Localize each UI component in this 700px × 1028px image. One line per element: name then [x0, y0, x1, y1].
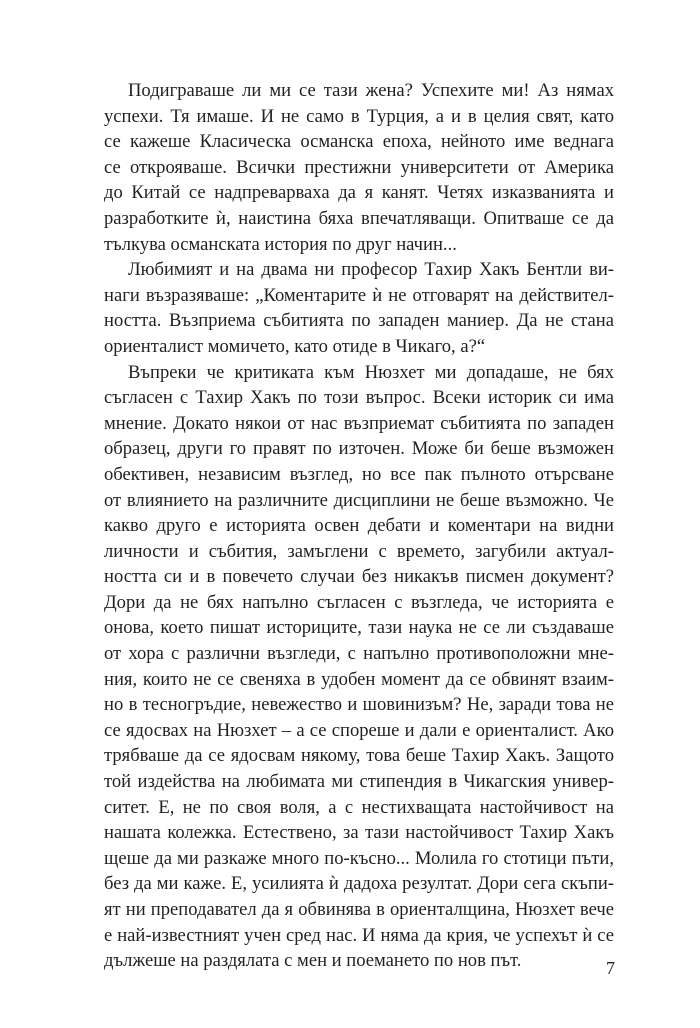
text-line: Подиграваше ли ми се тази жена? Успехите ми! Аз нямах [128, 80, 614, 101]
text-line: до Китай се надпреварваха да я канят. Четях изказванията и [104, 182, 614, 204]
text-line: ността си и в повечето случаи без никакъв писмен документ? [104, 566, 614, 588]
text-line: съгласен с Тахир Хакъ по този въпрос. Всеки историк си има [104, 387, 614, 409]
text-line: успехи. Тя имаше. И не само в Турция, а и в целия свят, като [104, 105, 614, 127]
text-line: се кажеше Класическа османска епоха, нейното име веднага [104, 131, 614, 153]
text-line: какво друго е историята освен дебати и коментари на видни [104, 515, 614, 537]
text-line: щеше да ми разкаже много по-късно... Молила го стотици пъти, [104, 847, 614, 869]
text-line: онова, което пишат историците, тази наука не се ли създаваше [104, 617, 614, 639]
text-line: се открояваше. Всички престижни университети от Америка [104, 156, 614, 178]
text-line: е най-известният учен сред нас. И няма да крия, че успехът ѝ се [104, 924, 614, 946]
text-line: ят ни преподавател да я обвинява в ориенталщина, Нюзхет вече [104, 899, 614, 920]
page-number: 7 [606, 958, 615, 978]
text-line: нашата колежка. Естествено, за тази настойчивост Тахир Хакъ [104, 822, 614, 844]
text-line: образец, други го правят по източен. Може би беше възможен [104, 438, 614, 460]
text-line: той издейства на любимата ми стипендия в Чикагския универ- [104, 771, 614, 793]
text-line: ситет. Е, не по своя воля, а с нестихващата настойчивост на [104, 796, 614, 818]
text-line: тълкува османската история по друг начин... [104, 233, 457, 255]
text-line: обективен, независим възглед, но все пак пълното отърсване [104, 463, 614, 485]
text-line: разработките ѝ, наистина бяха впечатляващи. Опитваше се да [104, 207, 614, 229]
text-line: Дори да не бях напълно съгласен с възгледа, че историята е [104, 591, 614, 613]
text-line: ориенталист момичето, като отиде в Чикаго, а?“ [104, 335, 486, 357]
text-line: дължеше на раздялата с мен и поемането по нов път. [104, 950, 522, 972]
text-line: наги възразяваше: „Коментарите ѝ не отговарят на действител- [104, 284, 614, 306]
text-line: се ядосвах на Нюзхет – а се спореше и дали е ориенталист. Ако [104, 719, 614, 741]
text-line: без да ми каже. Е, усилията ѝ дадоха резултат. Дори сега скъпи- [104, 873, 614, 895]
text-line: трябваше да се ядосвам някому, това беше Тахир Хакъ. Защото [104, 745, 614, 767]
text-line: ния, които не се свеняха в удобен момент да се обвинят взаим- [104, 668, 614, 690]
text-line: но в тесногръдие, невежество и шовинизъм? Не, заради това не [104, 694, 614, 716]
text-line: ността. Възприема събитията по западен маниер. Да не стана [104, 310, 614, 332]
text-line: Любимият и на двама ни професор Тахир Хакъ Бентли ви- [128, 259, 614, 281]
text-line: мнение. Докато някои от нас възприемат събитията по западен [104, 412, 614, 434]
text-line: Въпреки че критиката към Нюзхет ми допадаше, не бях [128, 361, 614, 383]
body-text [104, 78, 614, 974]
text-line: от хора с различни възгледи, с напълно противоположни мне- [104, 643, 614, 665]
text-line: от влиянието на различните дисциплини не беше възможно. Че [104, 489, 614, 511]
text-line: личности и събития, замъглени с времето, загубили актуал- [104, 540, 614, 562]
